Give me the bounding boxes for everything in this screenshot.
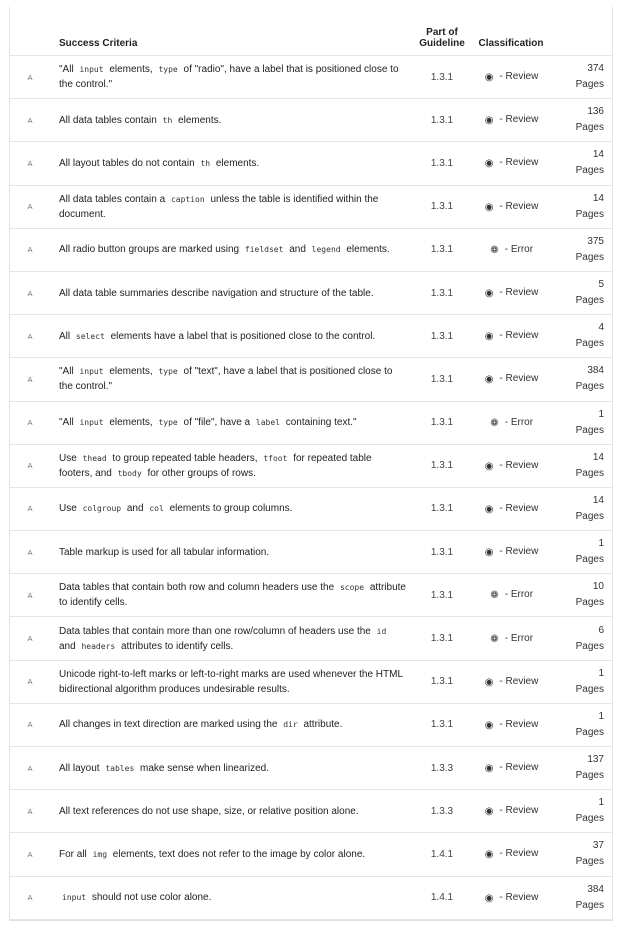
bug-icon: ❁ xyxy=(490,633,499,645)
pages-link[interactable] xyxy=(552,185,612,228)
classification-label: - Error xyxy=(501,589,534,601)
classification xyxy=(470,703,552,746)
code-token: caption xyxy=(170,194,205,204)
criteria-text xyxy=(50,401,414,444)
table-row[interactable] xyxy=(10,185,612,228)
classification-label: - Review xyxy=(496,114,539,126)
classification xyxy=(470,56,552,99)
code-token: scope xyxy=(339,583,365,593)
classification xyxy=(470,228,552,271)
criteria-segment: "All xyxy=(59,64,77,76)
code-token: th xyxy=(162,115,173,125)
classification xyxy=(470,531,552,574)
eye-icon: ◉ xyxy=(484,503,494,515)
pages-count: 1 xyxy=(598,710,604,722)
conformance-level: A xyxy=(10,444,50,487)
classification-label: - Review xyxy=(496,891,539,903)
classification-label: - Review xyxy=(496,805,539,817)
classification-label: - Error xyxy=(501,632,534,644)
classification-label: - Review xyxy=(496,675,539,687)
classification xyxy=(470,315,552,358)
guideline-number: 1.3.1 xyxy=(414,99,470,142)
pages-count: 384 xyxy=(587,883,604,895)
criteria-segment: and xyxy=(124,503,147,515)
eye-icon: ◉ xyxy=(484,763,494,775)
eye-icon: ◉ xyxy=(484,158,494,170)
criteria-text xyxy=(50,574,414,617)
criteria-text xyxy=(50,790,414,833)
eye-icon: ◉ xyxy=(484,719,494,731)
guideline-number: 1.3.3 xyxy=(414,747,470,790)
criteria-text xyxy=(50,876,414,919)
pages-count: 137 xyxy=(587,754,604,766)
eye-icon: ◉ xyxy=(484,806,494,818)
criteria-text xyxy=(50,185,414,228)
code-token: thead xyxy=(82,453,107,463)
criteria-segment: unless the table is identified within the document. xyxy=(59,193,379,220)
eye-icon: ◉ xyxy=(484,676,494,688)
criteria-segment: elements, text does not refer to the image by color alone. xyxy=(110,848,366,860)
table-row[interactable] xyxy=(10,833,612,876)
table-row[interactable] xyxy=(10,574,612,617)
classification-label: - Review xyxy=(496,459,539,471)
pages-count: 136 xyxy=(587,106,604,118)
pages-link[interactable] xyxy=(552,617,612,660)
criteria-segment: of "text", have a label that is positioned close to the control." xyxy=(59,366,393,393)
criteria-text xyxy=(50,315,414,358)
pages-unit: Pages xyxy=(575,208,604,220)
criteria-segment: attribute to identify cells. xyxy=(59,582,406,609)
table-row[interactable] xyxy=(10,747,612,790)
pages-link[interactable] xyxy=(552,487,612,530)
conformance-level: A xyxy=(10,660,50,703)
pages-unit: Pages xyxy=(575,597,604,609)
pages-unit: Pages xyxy=(575,770,604,782)
table-row[interactable] xyxy=(10,315,612,358)
classification-label: - Error xyxy=(501,243,534,255)
guideline-number: 1.3.1 xyxy=(414,574,470,617)
pages-count: 14 xyxy=(592,192,604,204)
criteria-text xyxy=(50,56,414,99)
pages-count: 1 xyxy=(598,797,604,809)
guideline-number: 1.3.3 xyxy=(414,790,470,833)
pages-count: 1 xyxy=(598,667,604,679)
guideline-number: 1.3.1 xyxy=(414,358,470,401)
criteria-segment: All data tables contain xyxy=(59,114,160,126)
table-row[interactable] xyxy=(10,142,612,185)
pages-unit: Pages xyxy=(575,251,604,263)
pages-link[interactable] xyxy=(552,228,612,271)
criteria-text xyxy=(50,703,414,746)
pages-count: 5 xyxy=(598,279,604,291)
bug-icon: ❁ xyxy=(490,417,499,429)
eye-icon: ◉ xyxy=(484,72,494,84)
criteria-segment: elements. xyxy=(213,157,260,169)
conformance-level: A xyxy=(10,228,50,271)
conformance-level: A xyxy=(10,56,50,99)
eye-icon: ◉ xyxy=(484,849,494,861)
criteria-segment: Data tables that contain more than one row/column of headers use the xyxy=(59,625,374,637)
guideline-number: 1.3.1 xyxy=(414,315,470,358)
code-token: input xyxy=(79,65,104,75)
table-row[interactable] xyxy=(10,444,612,487)
criteria-text xyxy=(50,833,414,876)
code-token: input xyxy=(79,367,104,377)
classification xyxy=(470,271,552,314)
table-row[interactable] xyxy=(10,660,612,703)
conformance-level: A xyxy=(10,747,50,790)
criteria-segment: "All xyxy=(59,366,77,378)
code-token: th xyxy=(200,158,211,168)
table-row[interactable] xyxy=(10,876,612,919)
pages-link[interactable] xyxy=(552,703,612,746)
conformance-level: A xyxy=(10,271,50,314)
classification-label: - Review xyxy=(496,718,539,730)
criteria-segment: elements, xyxy=(106,417,156,429)
pages-link[interactable] xyxy=(552,790,612,833)
guideline-number: 1.3.1 xyxy=(414,56,470,99)
conformance-level: A xyxy=(10,358,50,401)
classification xyxy=(470,617,552,660)
criteria-segment: All text references do not use shape, size, or relative position alone. xyxy=(59,805,359,817)
pages-link[interactable] xyxy=(552,315,612,358)
pages-unit: Pages xyxy=(575,899,604,911)
criteria-text xyxy=(50,747,414,790)
code-token: type xyxy=(158,418,178,428)
code-token: tables xyxy=(105,763,135,773)
pages-count: 14 xyxy=(592,149,604,161)
classification xyxy=(470,747,552,790)
guideline-number: 1.3.1 xyxy=(414,444,470,487)
pages-unit: Pages xyxy=(575,856,604,868)
classification xyxy=(470,833,552,876)
guideline-number: 1.3.1 xyxy=(414,401,470,444)
pages-link[interactable] xyxy=(552,99,612,142)
classification-label: - Review xyxy=(496,848,539,860)
classification-label: - Review xyxy=(496,330,539,342)
part-column-header[interactable]: Part of Guideline xyxy=(414,7,470,56)
criteria-text xyxy=(50,99,414,142)
conformance-level: A xyxy=(10,876,50,919)
eye-icon: ◉ xyxy=(484,115,494,127)
criteria-column-header[interactable]: Success Criteria xyxy=(50,7,414,56)
criteria-segment: elements, xyxy=(106,64,156,76)
criteria-segment: Data tables that contain both row and column headers use the xyxy=(59,582,337,594)
conformance-level: A xyxy=(10,833,50,876)
pages-link[interactable] xyxy=(552,660,612,703)
classification-label: - Review xyxy=(496,157,539,169)
code-token: fieldset xyxy=(244,245,284,255)
bug-icon: ❁ xyxy=(490,244,499,256)
pages-count: 10 xyxy=(592,581,604,593)
pages-count: 4 xyxy=(598,322,604,334)
criteria-segment: All radio button groups are marked using xyxy=(59,244,242,256)
classification xyxy=(470,876,552,919)
table-row[interactable] xyxy=(10,703,612,746)
criteria-text xyxy=(50,487,414,530)
criteria-segment: and xyxy=(286,244,309,256)
eye-icon: ◉ xyxy=(484,288,494,300)
code-token: select xyxy=(75,331,105,341)
code-token: legend xyxy=(311,245,341,255)
pages-link[interactable] xyxy=(552,876,612,919)
classification xyxy=(470,99,552,142)
code-token: input xyxy=(79,418,104,428)
conformance-level: A xyxy=(10,401,50,444)
guideline-number: 1.3.1 xyxy=(414,617,470,660)
classification xyxy=(470,358,552,401)
code-token: id xyxy=(376,626,387,636)
criteria-segment: "All xyxy=(59,417,77,429)
criteria-segment: elements have a label that is positioned close to the control. xyxy=(107,330,376,342)
pages-count: 1 xyxy=(598,538,604,550)
classification-column-header[interactable]: Classification xyxy=(470,7,552,56)
pages-link[interactable] xyxy=(552,401,612,444)
pages-unit: Pages xyxy=(575,338,604,350)
table-row[interactable] xyxy=(10,487,612,530)
level-column-header xyxy=(10,7,50,56)
guideline-number: 1.3.1 xyxy=(414,228,470,271)
pages-link[interactable] xyxy=(552,56,612,99)
table-row[interactable] xyxy=(10,271,612,314)
pages-unit: Pages xyxy=(575,683,604,695)
criteria-segment: All layout xyxy=(59,762,103,774)
guideline-number: 1.3.1 xyxy=(414,487,470,530)
criteria-segment: and xyxy=(59,640,79,652)
pages-unit: Pages xyxy=(575,165,604,177)
pages-count: 6 xyxy=(598,624,604,636)
pages-count: 37 xyxy=(592,840,604,852)
classification-label: - Review xyxy=(496,287,539,299)
code-token: label xyxy=(255,418,280,428)
conformance-level: A xyxy=(10,142,50,185)
classification-label: - Review xyxy=(496,546,539,558)
pages-count: 14 xyxy=(592,451,604,463)
criteria-text xyxy=(50,142,414,185)
pages-unit: Pages xyxy=(575,554,604,566)
criteria-segment: All xyxy=(59,330,73,342)
conformance-level: A xyxy=(10,617,50,660)
conformance-level: A xyxy=(10,703,50,746)
code-token: tbody xyxy=(117,468,142,478)
code-token: headers xyxy=(81,641,116,651)
classification xyxy=(470,401,552,444)
classification-label: - Review xyxy=(496,71,539,83)
code-token: type xyxy=(158,65,178,75)
criteria-segment: containing text." xyxy=(282,417,357,429)
guideline-number: 1.4.1 xyxy=(414,833,470,876)
pages-unit: Pages xyxy=(575,726,604,738)
pages-unit: Pages xyxy=(575,122,604,134)
criteria-segment: of "radio", have a label that is positioned close to the control." xyxy=(59,64,399,91)
criteria-text xyxy=(50,271,414,314)
pages-unit: Pages xyxy=(575,813,604,825)
pages-link[interactable] xyxy=(552,747,612,790)
pages-count: 1 xyxy=(598,408,604,420)
table-row[interactable] xyxy=(10,99,612,142)
pages-link[interactable] xyxy=(552,833,612,876)
pages-count: 384 xyxy=(587,365,604,377)
criteria-segment: Use xyxy=(59,503,80,515)
criteria-segment: to group repeated table headers, xyxy=(109,452,261,464)
classification xyxy=(470,142,552,185)
criteria-segment: attributes to identify cells. xyxy=(118,640,234,652)
classification xyxy=(470,790,552,833)
pages-column-header xyxy=(552,7,612,56)
criteria-text xyxy=(50,617,414,660)
guideline-number: 1.3.1 xyxy=(414,142,470,185)
pages-link[interactable] xyxy=(552,574,612,617)
criteria-segment: Unicode right-to-left marks or left-to-right marks are used whenever the HTML bidirectional algorithm produces undesirable results. xyxy=(59,668,403,695)
criteria-text xyxy=(50,444,414,487)
pages-unit: Pages xyxy=(575,295,604,307)
pages-count: 14 xyxy=(592,494,604,506)
code-token: input xyxy=(62,893,87,903)
criteria-text xyxy=(50,358,414,401)
criteria-segment: of "file", have a xyxy=(180,417,253,429)
classification-label: - Review xyxy=(496,200,539,212)
guideline-number: 1.3.1 xyxy=(414,703,470,746)
pages-unit: Pages xyxy=(575,640,604,652)
conformance-level: A xyxy=(10,99,50,142)
classification xyxy=(470,660,552,703)
table-row[interactable] xyxy=(10,228,612,271)
code-token: dir xyxy=(283,720,298,730)
classification xyxy=(470,487,552,530)
criteria-segment: All data table summaries describe navigation and structure of the table. xyxy=(59,287,374,299)
eye-icon: ◉ xyxy=(484,201,494,213)
conformance-level: A xyxy=(10,790,50,833)
pages-link[interactable] xyxy=(552,271,612,314)
table-row[interactable] xyxy=(10,790,612,833)
pages-unit: Pages xyxy=(575,381,604,393)
guideline-number: 1.3.1 xyxy=(414,185,470,228)
table-row[interactable] xyxy=(10,401,612,444)
success-criteria-table xyxy=(10,7,612,920)
pages-link[interactable] xyxy=(552,444,612,487)
conformance-level: A xyxy=(10,185,50,228)
table-row[interactable] xyxy=(10,617,612,660)
eye-icon: ◉ xyxy=(484,892,494,904)
conformance-level: A xyxy=(10,531,50,574)
criteria-segment: All data tables contain a xyxy=(59,193,168,205)
criteria-segment: All changes in text direction are marked using the xyxy=(59,719,281,731)
conformance-level: A xyxy=(10,315,50,358)
criteria-segment: make sense when linearized. xyxy=(137,762,270,774)
code-token: col xyxy=(149,504,164,514)
criteria-segment: for repeated table footers, and xyxy=(59,452,372,479)
criteria-segment: elements to group columns. xyxy=(166,503,293,515)
guideline-number: 1.3.1 xyxy=(414,271,470,314)
classification-label: - Review xyxy=(496,502,539,514)
code-token: colgroup xyxy=(82,504,122,514)
bug-icon: ❁ xyxy=(490,590,499,602)
code-token: tfoot xyxy=(263,453,288,463)
classification xyxy=(470,444,552,487)
guideline-number: 1.4.1 xyxy=(414,876,470,919)
code-token: img xyxy=(92,849,108,859)
table-row[interactable] xyxy=(10,358,612,401)
guideline-number: 1.3.1 xyxy=(414,660,470,703)
table-row[interactable] xyxy=(10,56,612,99)
pages-count: 375 xyxy=(587,235,604,247)
criteria-segment: elements, xyxy=(106,366,156,378)
eye-icon: ◉ xyxy=(484,331,494,343)
classification xyxy=(470,574,552,617)
classification-label: - Review xyxy=(496,373,539,385)
classification-label: - Error xyxy=(501,416,534,428)
table-header-row xyxy=(10,7,612,56)
criteria-segment: for other groups of rows. xyxy=(144,467,256,479)
pages-unit: Pages xyxy=(575,467,604,479)
results-panel xyxy=(9,7,613,921)
eye-icon: ◉ xyxy=(484,374,494,386)
criteria-segment: elements. xyxy=(175,114,222,126)
pages-unit: Pages xyxy=(575,79,604,91)
table-row[interactable] xyxy=(10,531,612,574)
criteria-segment: Table markup is used for all tabular information. xyxy=(59,546,270,558)
code-token: type xyxy=(158,367,178,377)
criteria-segment: Use xyxy=(59,452,80,464)
eye-icon: ◉ xyxy=(484,547,494,559)
pages-link[interactable] xyxy=(552,142,612,185)
criteria-segment: should not use color alone. xyxy=(89,892,212,904)
criteria-segment: elements. xyxy=(343,244,390,256)
pages-unit: Pages xyxy=(575,424,604,436)
classification xyxy=(470,185,552,228)
pages-count: 374 xyxy=(587,63,604,75)
conformance-level: A xyxy=(10,574,50,617)
eye-icon: ◉ xyxy=(484,460,494,472)
criteria-text xyxy=(50,660,414,703)
pages-link[interactable] xyxy=(552,358,612,401)
criteria-segment: attribute. xyxy=(300,719,343,731)
pages-unit: Pages xyxy=(575,510,604,522)
classification-label: - Review xyxy=(496,762,539,774)
criteria-segment: For all xyxy=(59,848,90,860)
criteria-text xyxy=(50,531,414,574)
pages-link[interactable] xyxy=(552,531,612,574)
criteria-text xyxy=(50,228,414,271)
criteria-segment: All layout tables do not contain xyxy=(59,157,198,169)
conformance-level: A xyxy=(10,487,50,530)
guideline-number: 1.3.1 xyxy=(414,531,470,574)
